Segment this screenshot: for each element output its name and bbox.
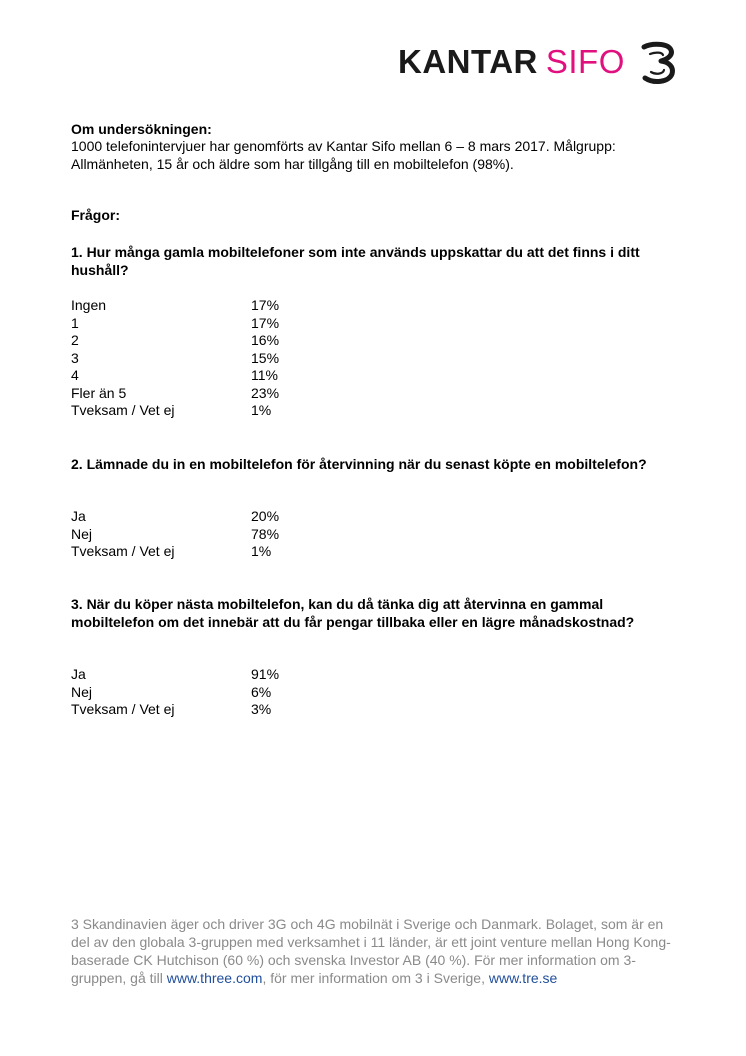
answer-value: 1%: [251, 543, 272, 559]
question-1: 1. Hur många gamla mobiltelefoner som inte används uppskattar du att det finns i ditt hushåll?: [71, 244, 640, 278]
answer-value: 78%: [251, 525, 280, 542]
logo-sifo-text: SIFO: [545, 43, 625, 80]
answer-value: 16%: [251, 332, 280, 348]
answer-row: [71, 332, 279, 350]
question-2: 2. Lämnade du in en mobiltelefon för återvinning när du senast köpte en mobiltelefon?: [71, 456, 647, 472]
logo-kantar-text: KANTAR: [398, 43, 538, 80]
three-brand-logo-icon: [638, 41, 678, 85]
answer-label: 3: [71, 349, 79, 366]
answer-label: Tveksam / Vet ej: [71, 543, 175, 559]
answer-row: [71, 367, 279, 385]
answer-row: [71, 402, 279, 420]
footer-paragraph: [71, 915, 681, 987]
answer-row: [71, 385, 279, 403]
answer-row: [71, 666, 279, 684]
answer-value: 17%: [251, 297, 280, 313]
answer-label: Nej: [71, 525, 93, 542]
answer-label: Fler än 5: [71, 384, 127, 401]
answer-label: 1: [71, 314, 79, 331]
question-1-answers: [71, 297, 279, 420]
three-com-link[interactable]: www.three.com: [166, 970, 263, 986]
answer-label: Ja: [71, 666, 86, 682]
answer-label: 4: [71, 367, 79, 383]
answer-label: Ingen: [71, 297, 107, 313]
answer-row: [71, 701, 279, 719]
about-heading: Om undersökningen:: [71, 121, 212, 137]
answer-value: 6%: [251, 683, 272, 700]
answer-label: 2: [71, 332, 79, 348]
answer-value: 3%: [251, 701, 272, 717]
questions-heading: Frågor:: [71, 207, 120, 223]
answer-row: [71, 543, 279, 561]
answer-row: [71, 684, 279, 702]
answer-value: 91%: [251, 666, 280, 682]
answer-label: Tveksam / Vet ej: [71, 402, 175, 418]
answer-row: [71, 315, 279, 333]
footer-text: 3 Skandinavien äger och driver 3G och 4G mobilnät i Sverige och Danmark. Bolaget, som är en del av den globala 3-gruppen med verksamhet i 11 länder, är ett joint venture mellan Hong Kong-baserade CK Hutchison (60 %) och svenska Investor AB (40 %). För mer information om 3-gruppen, gå till: [71, 916, 671, 986]
tre-se-link[interactable]: www.tre.se: [488, 970, 558, 986]
answer-value: 20%: [251, 508, 280, 524]
question-3-answers: [71, 666, 279, 719]
question-3: 3. När du köper nästa mobiltelefon, kan du då tänka dig att återvinna en gammal mobiltelefon om det innebär att du får pengar tillbaka eller en lägre månadskostnad?: [71, 596, 635, 630]
answer-row: [71, 297, 279, 315]
answer-value: 11%: [251, 367, 278, 383]
answer-label: Ja: [71, 508, 86, 524]
question-2-answers: [71, 508, 279, 561]
answer-value: 17%: [251, 314, 280, 331]
about-body: 1000 telefonintervjuer har genomförts av Kantar Sifo mellan 6 – 8 mars 2017. Målgrupp: Allmänheten, 15 år och äldre som har tillgång till en mobiltelefon (98%).: [71, 138, 616, 172]
answer-row: [71, 526, 279, 544]
answer-label: Nej: [71, 683, 93, 700]
answer-label: Tveksam / Vet ej: [71, 701, 175, 717]
answer-value: 1%: [251, 402, 272, 418]
footer-text: , för mer information om 3 i Sverige,: [262, 970, 489, 986]
answer-value: 15%: [251, 349, 280, 366]
kantar-sifo-logo: [398, 40, 625, 84]
answer-row: [71, 508, 279, 526]
answer-row: [71, 350, 279, 368]
answer-value: 23%: [251, 384, 280, 401]
